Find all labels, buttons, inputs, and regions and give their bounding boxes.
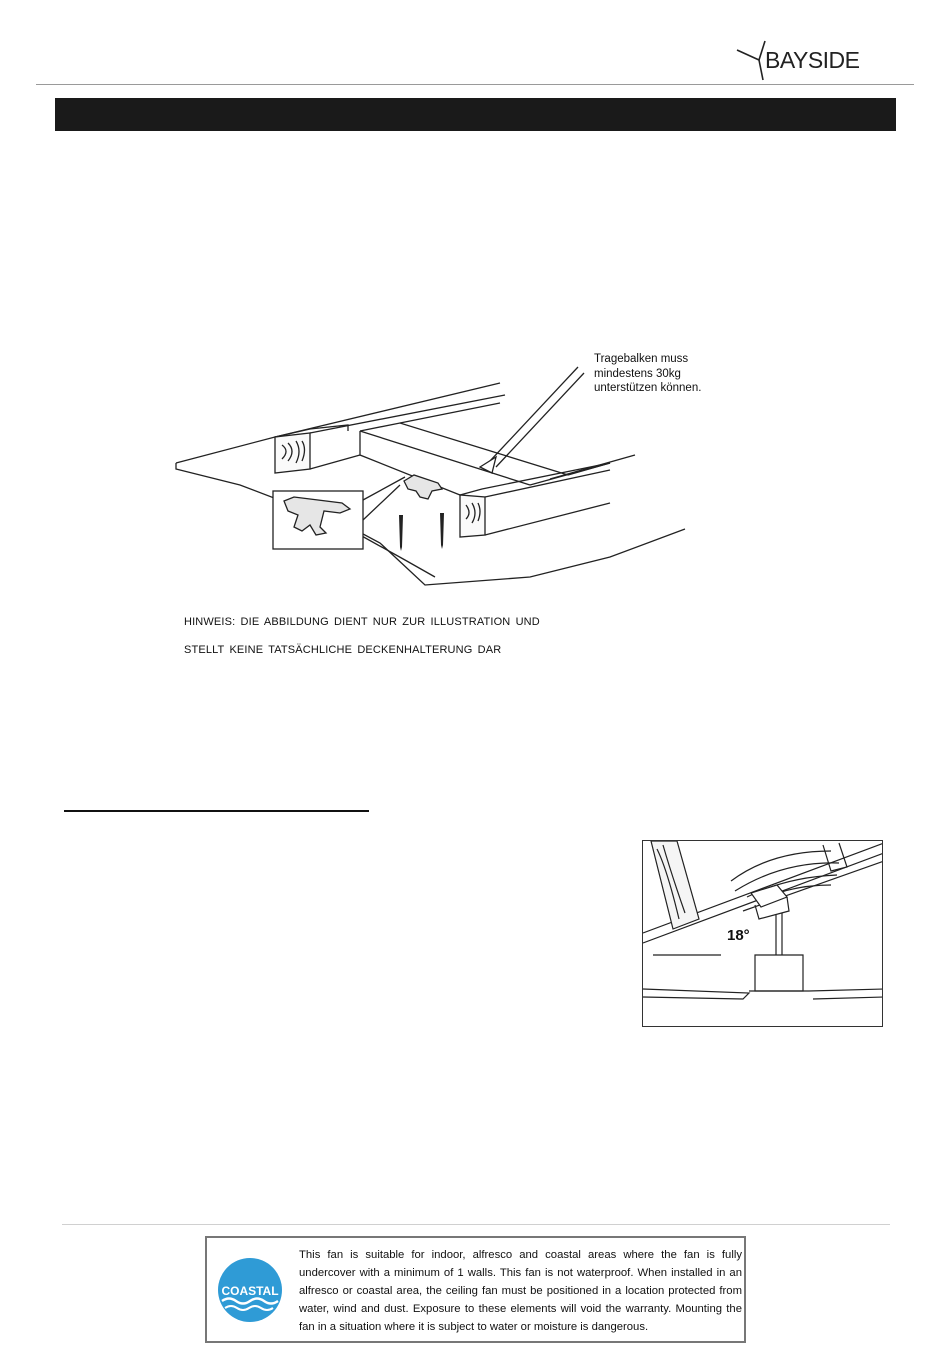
footer-divider xyxy=(62,1224,890,1225)
brand-name: BAYSIDE xyxy=(765,47,860,73)
joist-load-callout: Tragebalken muss mindestens 30kg unterstützen können. xyxy=(594,353,702,394)
coastal-warning-text: This fan is suitable for indoor, alfresco and coastal areas where the fan is fully undercover with a minimum of 1 walls. This fan is not waterproof. When installed in an alfresco or coastal area, the ceiling fan must be positioned in a location protected from water, wind and dust. Exposure to these elements will void the warranty. Mounting the fan in a situation where it is subject to water or moisture is dangerous. xyxy=(299,1249,742,1333)
illustration-note-line-2: STELLT KEINE TATSÄCHLICHE DECKENHALTERUNG DAR xyxy=(184,644,502,656)
coastal-wave-icon xyxy=(217,1257,283,1323)
coastal-badge-label: COASTAL xyxy=(221,1284,279,1298)
sloped-ceiling-illustration xyxy=(642,840,883,1027)
header-divider xyxy=(36,84,914,85)
illustration-note-line-1: HINWEIS: DIE ABBILDUNG DIENT NUR ZUR ILLUSTRATION UND xyxy=(184,616,540,628)
fan-blade-logo-icon xyxy=(735,38,767,84)
section-header-bar xyxy=(55,98,896,131)
brand-logo xyxy=(735,38,875,84)
coastal-warning-panel xyxy=(205,1236,746,1343)
subsection-underline xyxy=(64,810,369,812)
slope-angle-label: 18° xyxy=(727,927,750,944)
coastal-badge xyxy=(217,1257,283,1323)
